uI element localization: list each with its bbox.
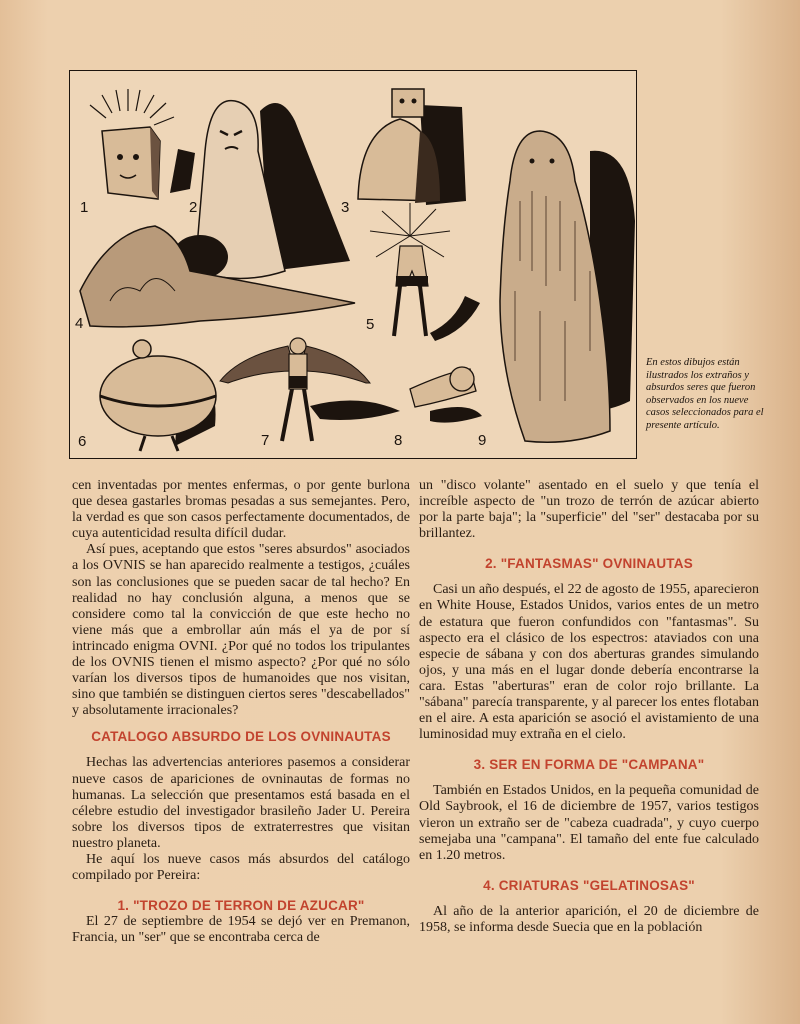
paragraph: He aquí los nueve casos más absurdos del catálogo compilado por Pereira: xyxy=(72,851,410,884)
creatures-illustration xyxy=(69,70,637,459)
figure-number: 8 xyxy=(394,432,403,449)
figure-number: 9 xyxy=(478,432,487,449)
paragraph: Así pues, aceptando que estos "seres absurdos" asociados a los OVNIS se han aparecido realmente a testigos, ¿cuáles son las conclusiones que se pueden sacar de tal hecho? En realidad no hay conclusión alguna, a menos que se considere como tal la convicción de que este hecho no viene más que a embrollar aún más el ya de por sí intrincado enigma OVNI. ¿Por qué no todos los tripulantes de los OVNIS tienen el mismo aspecto? ¿Por qué no sólo varían los diversos tipos de humanoides que nos visitan, sino que también se distinguen ciertos seres "descabellados" y absolutamente irracionales? xyxy=(72,542,410,719)
figure-number: 5 xyxy=(366,316,375,333)
section-heading: 3. SER EN FORMA DE "CAMPANA" xyxy=(473,757,705,773)
section-heading: 1. "TROZO DE TERRON DE AZUCAR" xyxy=(117,898,365,914)
section-heading: 4. CRIATURAS "GELATINOSAS" xyxy=(483,877,695,893)
right-column xyxy=(419,478,759,936)
section-heading: 2. "FANTASMAS" OVNINAUTAS xyxy=(485,556,693,572)
paragraph: También en Estados Unidos, en la pequeña comunidad de Old Saybrook, el 16 de diciembre de 1957, varios testigos vieron un extraño ser de "cabeza cuadrada", y cuyo cuerpo semejaba una "campana". El tamaño del ente fue calculado en 1.20 metros. xyxy=(419,783,759,863)
paragraph: Al año de la anterior aparición, el 20 de diciembre de 1958, se informa desde Suecia que en la población xyxy=(419,903,759,935)
paragraph: El 27 de septiembre de 1954 se dejó ver en Premanon, Francia, un "ser" que se encontraba cerca de xyxy=(72,914,410,946)
figure-number: 6 xyxy=(78,433,87,450)
creature-6-round xyxy=(100,340,216,451)
creatures-drawing xyxy=(70,71,636,458)
creature-3-bell xyxy=(358,89,466,205)
left-column xyxy=(72,478,410,946)
figure-number: 7 xyxy=(261,432,270,449)
section-heading: CATALOGO ABSURDO DE LOS OVNINAUTAS xyxy=(91,729,391,745)
paragraph: cen inventadas por mentes enfermas, o por gente burlona que desea gastarles bromas pesadas a sus semejantes. Pero, la verdad es que son casos perfectamente documentados, de cuya autenticidad resulta difícil dudar. xyxy=(72,478,410,542)
figure-number: 1 xyxy=(80,199,89,216)
figure-number: 4 xyxy=(75,315,84,332)
creature-5-glowing xyxy=(370,203,480,341)
paragraph: Hechas las advertencias anteriores pasemos a considerar nueve casos de apariciones de ovninautas de formas no humanas. La selección que presentamos está basada en el célebre estudio del investigador brasileño Jader U. Pereira sobre los diversos tipos de extraterrestres que visitan nuestro planeta. xyxy=(72,755,410,851)
figure-number: 2 xyxy=(189,199,198,216)
paragraph: Casi un año después, el 22 de agosto de 1955, aparecieron en White House, Estados Unidos, varios entes de un metro de estatura que fueron confundidos con "fantasmas". Su aspecto era el clásico de los espectros: ataviados con una especie de sábana y con dos aberturas grandes simulando ojos, y una más en el lugar donde debería encontrarse la cara. Estas "aberturas" eran de color rojo brillante. La "sábana" parecía transparente, y al parecer los entes flotaban en el aire. A esta aparición se asoció el avistamiento de una luminosidad muy extraña en el cielo. xyxy=(419,582,759,743)
creature-1-sugar-cube xyxy=(90,89,195,199)
paragraph: un "disco volante" asentado en el suelo y que tenía el increíble aspecto de "un trozo de terrón de azúcar abierto por la parte baja"; la "superficie" del "ser" destacaba por su brillantez. xyxy=(419,478,759,542)
creature-9-hairy xyxy=(500,131,635,442)
figure-caption: En estos dibujos están ilustrados los extraños y absurdos seres que fueron observados en los nueve casos seleccionados para el presente artículo. xyxy=(646,357,764,431)
creature-8-floating xyxy=(410,367,482,423)
creature-7-winged xyxy=(220,338,400,441)
figure-number: 3 xyxy=(341,199,350,216)
